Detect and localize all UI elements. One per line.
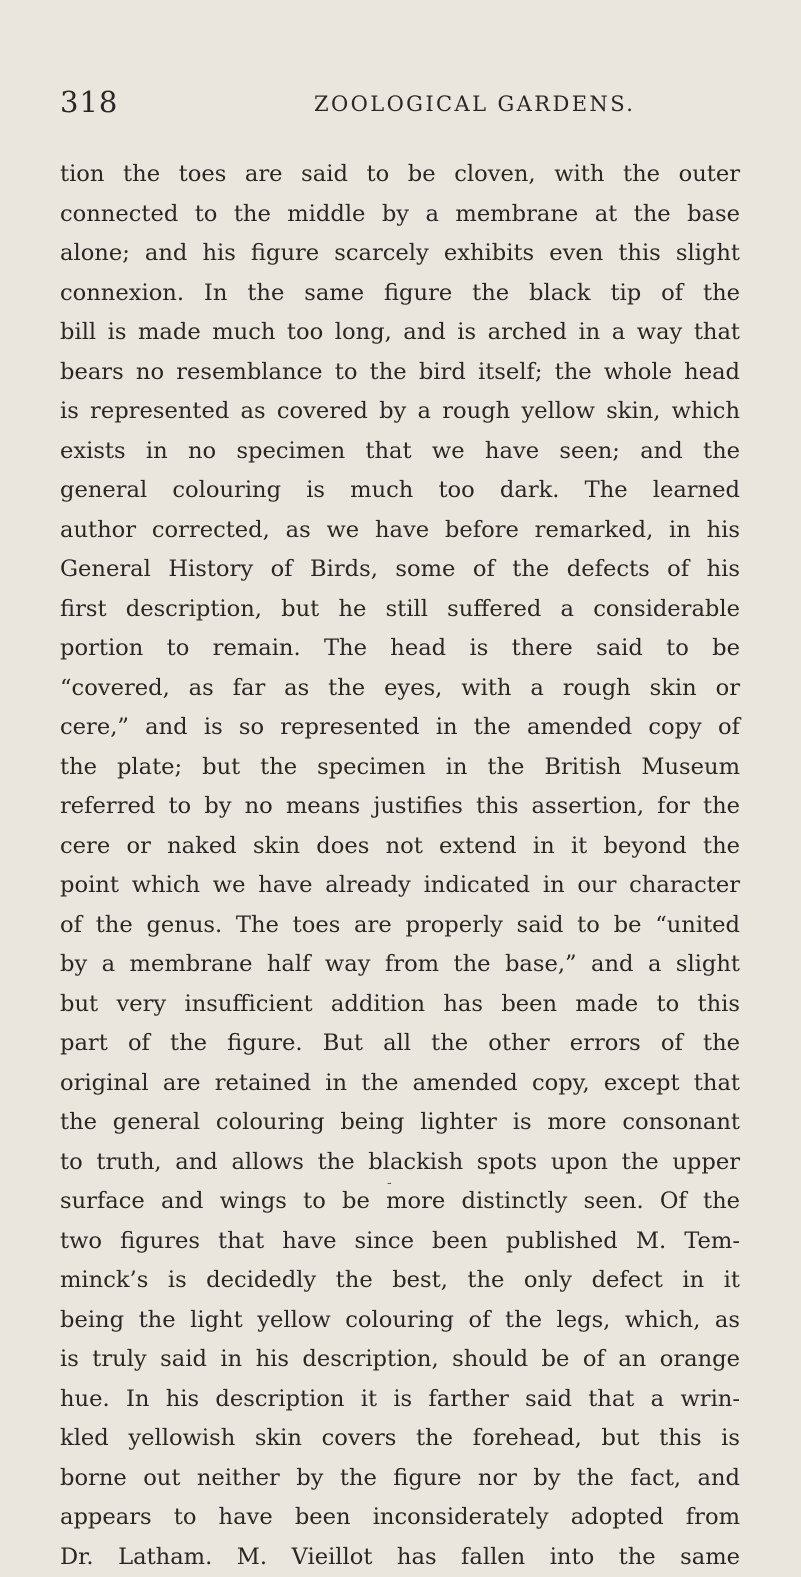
- page-mark: -: [387, 1175, 392, 1191]
- text-line: referred to by no means justifies this assertion, for the: [60, 787, 740, 827]
- text-line: “covered, as far as the eyes, with a rough skin or: [60, 669, 740, 709]
- body-text: [60, 155, 740, 1577]
- text-line: cere,” and is so represented in the amended copy of: [60, 708, 740, 748]
- text-line: kled yellowish skin covers the forehead, but this is: [60, 1419, 740, 1459]
- text-line: general colouring is much too dark. The learned: [60, 471, 740, 511]
- running-head: [60, 80, 741, 124]
- text-line: part of the figure. But all the other errors of the: [60, 1024, 740, 1064]
- text-line: portion to remain. The head is there said to be: [60, 629, 740, 669]
- text-line: first description, but he still suffered a considerable: [60, 590, 740, 630]
- text-line: alone; and his figure scarcely exhibits even this slight: [60, 234, 740, 274]
- text-line: bill is made much too long, and is arched in a way that: [60, 313, 740, 353]
- text-line: exists in no specimen that we have seen; and the: [60, 432, 740, 472]
- text-line: Dr. Latham. M. Vieillot has fallen into the same: [60, 1538, 740, 1577]
- text-line: surface and wings to be more distinctly seen. Of the: [60, 1182, 740, 1222]
- text-line: author corrected, as we have before remarked, in his: [60, 511, 740, 551]
- text-line: borne out neither by the figure nor by the fact, and: [60, 1459, 740, 1499]
- text-line: the general colouring being lighter is more consonant: [60, 1103, 740, 1143]
- text-line: appears to have been inconsiderately adopted from: [60, 1498, 740, 1538]
- text-line: of the genus. The toes are properly said to be “united: [60, 906, 740, 946]
- text-line: to truth, and allows the blackish spots upon the upper: [60, 1143, 740, 1183]
- text-line: point which we have already indicated in our character: [60, 866, 740, 906]
- text-line: connexion. In the same figure the black tip of the: [60, 274, 740, 314]
- text-line: bears no resemblance to the bird itself; the whole head: [60, 353, 740, 393]
- text-line: is represented as covered by a rough yellow skin, which: [60, 392, 740, 432]
- text-line: being the light yellow colouring of the legs, which, as: [60, 1301, 740, 1341]
- text-line: two figures that have since been published M. Tem-: [60, 1222, 740, 1262]
- text-line: connected to the middle by a membrane at the base: [60, 195, 740, 235]
- text-line: cere or naked skin does not extend in it beyond the: [60, 827, 740, 867]
- text-line: minck’s is decidedly the best, the only defect in it: [60, 1261, 740, 1301]
- text-line: the plate; but the specimen in the British Museum: [60, 748, 740, 788]
- running-title: ZOOLOGICAL GARDENS.: [314, 84, 635, 124]
- text-line: is truly said in his description, should be of an orange: [60, 1340, 740, 1380]
- text-line: General History of Birds, some of the defects of his: [60, 550, 740, 590]
- text-line: but very insufficient addition has been made to this: [60, 985, 740, 1025]
- text-line: tion the toes are said to be cloven, with the outer: [60, 155, 740, 195]
- text-line: original are retained in the amended copy, except that: [60, 1064, 740, 1104]
- page-number: 318: [60, 80, 118, 124]
- text-line: hue. In his description it is farther said that a wrin-: [60, 1380, 740, 1420]
- text-line: by a membrane half way from the base,” and a slight: [60, 945, 740, 985]
